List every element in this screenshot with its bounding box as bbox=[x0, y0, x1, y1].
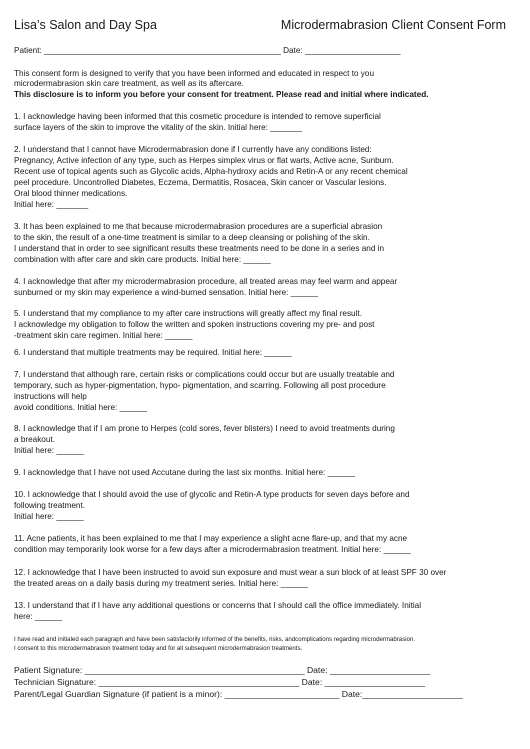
item-8-line: a breakout. bbox=[14, 435, 55, 444]
item-2-line: Recent use of topical agents such as Glycolic acids, Alpha-hydroxy acids and Retin-A or any recent chemical bbox=[14, 167, 408, 176]
item-6-line: 6. I understand that multiple treatments may be required. Initial here: ______ bbox=[14, 348, 292, 357]
item-4-line: sunburned or my skin may experience a wind-burned sensation. Initial here: ______ bbox=[14, 288, 319, 297]
closing-statement-line: I consent to this microdermabrasion treatment today and for all subsequent microdermabrasion treatments. bbox=[14, 645, 303, 652]
item-7-line: instructions will help bbox=[14, 392, 87, 401]
item-3-line: to the skin, the result of a one-time treatment is similar to a deep cleansing or polishing of the skin. bbox=[14, 233, 370, 242]
item-10-line: 10. I acknowledge that I should avoid the use of glycolic and Retin-A type products for seven days before and bbox=[14, 490, 410, 499]
item-3-line: 3. It has been explained to me that because microdermabrasion procedures are a superficial abrasion bbox=[14, 222, 383, 231]
item-7-line: temporary, such as hyper-pigmentation, hypo- pigmentation, and scarring. Following all post procedure bbox=[14, 381, 386, 390]
item-7-line: 7. I understand that although rare, certain risks or complications could occur but are usually treatable and bbox=[14, 370, 395, 379]
item-2-line: Pregnancy, Active infection of any type, such as Herpes simplex virus or flat warts, Active acne, Sunburn. bbox=[14, 156, 394, 165]
item-2-line: 2. I understand that I cannot have Microdermabrasion done if I currently have any conditions listed: bbox=[14, 145, 372, 154]
item-4-line: 4. I acknowledge that after my microdermabrasion procedure, all treated areas may feel warm and appear bbox=[14, 277, 398, 286]
item-8-line: 8. I acknowledge that if I am prone to Herpes (cold sores, fever blisters) I need to avoid treatments during bbox=[14, 424, 395, 433]
form-title: Microdermabrasion Client Consent Form bbox=[280, 18, 506, 32]
item-10-line: Initial here: ______ bbox=[14, 512, 84, 521]
patient-signature-line: Patient Signature: ______________________________________________ Date: _____________________ bbox=[14, 665, 431, 675]
item-3-line: combination with after care and skin care products. Initial here: ______ bbox=[14, 255, 271, 264]
item-5-line: I acknowledge my obligation to follow the written and spoken instructions covering my pre- and post bbox=[14, 320, 375, 329]
technician-signature-line: Technician Signature: __________________________________________ Date: _____________________ bbox=[14, 677, 425, 687]
item-13-line: 13. I understand that if I have any additional questions or concerns that I should call the office immediately. Initial bbox=[14, 601, 422, 610]
intro-line: microdermabrasion skin care treatment, as well as its aftercare. bbox=[14, 79, 244, 88]
item-9-line: 9. I acknowledge that I have not used Accutane during the last six months. Initial here: ______ bbox=[14, 468, 355, 477]
intro-line: This consent form is designed to verify that you have been informed and educated in respect to you bbox=[14, 69, 375, 78]
item-12-line: the treated areas on a daily basis during my treatment series. Initial here: ______ bbox=[14, 579, 309, 588]
item-2-line: Initial here: _______ bbox=[14, 200, 89, 209]
item-7-line: avoid conditions. Initial here: ______ bbox=[14, 403, 147, 412]
item-5-line: 5. I understand that my compliance to my after care instructions will greatly affect my final result. bbox=[14, 309, 362, 318]
item-1-line: 1. I acknowledge having been informed that this cosmetic procedure is intended to remove superficial bbox=[14, 112, 381, 121]
disclosure-line: This disclosure is to inform you before your consent for treatment. Please read and initial where indicated. bbox=[14, 90, 429, 99]
salon-name: Lisa’s Salon and Day Spa bbox=[14, 18, 157, 32]
guardian-signature-line: Parent/Legal Guardian Signature (if patient is a minor): ________________________ Date:_____________________ bbox=[14, 689, 463, 699]
patient-date-line: Patient: ____________________________________________________ Date: _____________________ bbox=[14, 46, 401, 55]
item-12-line: 12. I acknowledge that I have been instructed to avoid sun exposure and must wear a sun block of at least SPF 30 over bbox=[14, 568, 447, 577]
item-11-line: condition may temporarily look worse for a few days after a microdermabrasion treatment. Initial here: ______ bbox=[14, 545, 411, 554]
item-10-line: following treatment. bbox=[14, 501, 85, 510]
item-3-line: I understand that in order to see significant results these treatments need to be done in a series and in bbox=[14, 244, 385, 253]
item-2-line: peel procedure. Uncontrolled Diabetes, Eczema, Dermatitis, Rosacea, Skin cancer or Vascular lesions. bbox=[14, 178, 387, 187]
item-5-line: -treatment skin care regimen. Initial here: ______ bbox=[14, 331, 193, 340]
closing-statement-line: I have read and initialed each paragraph and have been satisfactorily informed of the benefits, risks, andcomplications regarding microdermabrasion. bbox=[14, 636, 416, 643]
item-2-line: Oral blood thinner medications. bbox=[14, 189, 128, 198]
item-11-line: 11. Acne patients, it has been explained to me that I may experience a slight acne flare-up, and that my acne bbox=[14, 534, 408, 543]
item-1-line: surface layers of the skin to improve the vitality of the skin. Initial here: _______ bbox=[14, 123, 303, 132]
item-13-line: here: ______ bbox=[14, 612, 63, 621]
item-8-line: Initial here: ______ bbox=[14, 446, 84, 455]
